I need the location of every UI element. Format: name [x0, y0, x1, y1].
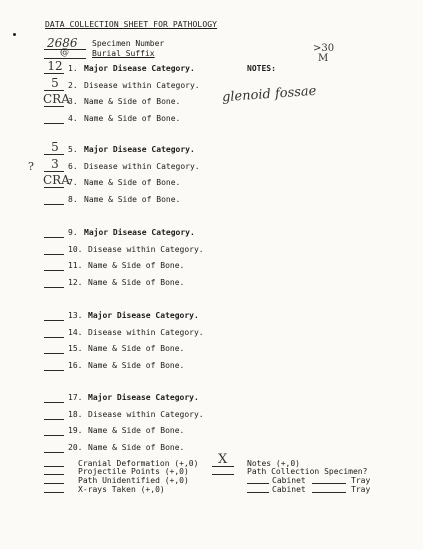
item-number: 6.	[68, 161, 78, 171]
item-answer-line	[44, 287, 64, 288]
burial-suffix-label: Burial Suffix	[92, 49, 155, 58]
item-label: Name & Side of Bone.	[88, 277, 185, 287]
item-label: Disease within Category.	[84, 80, 200, 90]
item-number: 10.	[68, 244, 83, 254]
item-answer-line	[44, 171, 64, 172]
specimen-number-value: 2686	[47, 36, 78, 50]
item-answer-line	[44, 370, 64, 371]
item-number: 2.	[68, 80, 78, 90]
cranial-deformation-line	[44, 466, 64, 467]
projectile-points-line	[44, 474, 64, 475]
item-answer-line	[44, 320, 64, 321]
item-number: 16.	[68, 360, 83, 370]
item-number: 4.	[68, 113, 78, 123]
item-label: Name & Side of Bone.	[84, 194, 181, 204]
cranial-deformation-label: Cranial Deformation (+,0)	[78, 459, 199, 468]
item-handwritten-value: CRA	[43, 173, 70, 188]
item-label: Major Disease Category.	[84, 145, 195, 154]
item-label: Name & Side of Bone.	[84, 97, 181, 107]
item-number: 15.	[68, 344, 83, 354]
item-number: 3.	[68, 97, 78, 107]
item-number: 8.	[68, 194, 78, 204]
item-number: 19.	[68, 426, 83, 436]
footer-notes-label: Notes (+,0)	[247, 459, 300, 468]
item-label: Major Disease Category.	[84, 64, 195, 73]
sheet-title: DATA COLLECTION SHEET FOR PATHOLOGY	[45, 20, 218, 29]
item-label: Major Disease Category.	[88, 393, 199, 402]
item-handwritten-value: 12	[47, 59, 63, 73]
item-label: Name & Side of Bone.	[84, 113, 181, 123]
item-number: 1.	[68, 64, 78, 73]
item-label: Disease within Category.	[88, 409, 204, 419]
cabinet-2-label: Cabinet	[272, 485, 306, 494]
tray-1-blank	[312, 483, 346, 484]
item-answer-line	[44, 187, 64, 188]
notes-label: NOTES:	[247, 64, 276, 73]
specimen-number-label: Specimen Number	[92, 39, 165, 48]
item-answer-line	[44, 353, 64, 354]
item-answer-line	[44, 419, 64, 420]
sex-note: M	[318, 53, 329, 64]
path-unidentified-label: Path Unidentified (+,0)	[78, 476, 189, 485]
path-collection-check-line	[212, 474, 234, 475]
item-label: Name & Side of Bone.	[84, 178, 181, 188]
burial-suffix-value: @	[60, 48, 69, 58]
xrays-taken-label: X-rays Taken (+,0)	[78, 485, 165, 494]
projectile-points-label: Projectile Points (+,0)	[78, 467, 189, 476]
item-answer-line	[44, 254, 64, 255]
item-label: Name & Side of Bone.	[88, 261, 185, 271]
item-answer-line	[44, 106, 64, 107]
item-label: Major Disease Category.	[84, 228, 195, 237]
cranial-deformation-mark: X	[218, 452, 228, 467]
tray-1-label: Tray	[351, 476, 371, 485]
item-number: 7.	[68, 178, 78, 188]
item-label: Name & Side of Bone.	[88, 426, 185, 436]
item-answer-line	[44, 237, 64, 238]
item-answer-line	[44, 452, 64, 453]
item-number: 9.	[68, 228, 78, 237]
item-handwritten-value: 5	[51, 75, 59, 90]
item-answer-line	[44, 123, 64, 124]
item-number: 14.	[68, 327, 83, 337]
margin-question-mark: ?	[28, 159, 34, 173]
item-answer-line	[44, 73, 64, 74]
item-handwritten-value: 5	[51, 140, 59, 154]
item-number: 18.	[68, 409, 83, 419]
item-number: 17.	[68, 393, 83, 402]
item-number: 12.	[68, 277, 83, 287]
tray-2-blank	[312, 492, 346, 493]
item-label: Name & Side of Bone.	[88, 442, 185, 452]
cabinet-2-blank	[247, 492, 269, 493]
item-number: 13.	[68, 311, 83, 320]
item-answer-line	[44, 90, 64, 91]
item-label: Name & Side of Bone.	[88, 360, 185, 370]
punch-mark	[13, 33, 16, 36]
item-label: Disease within Category.	[88, 327, 204, 337]
cabinet-1-label: Cabinet	[272, 476, 306, 485]
age-note: >30	[313, 43, 335, 54]
item-handwritten-value: 3	[51, 156, 59, 171]
item-number: 5.	[68, 145, 78, 154]
item-answer-line	[44, 337, 64, 338]
path-unidentified-line	[44, 483, 64, 484]
item-label: Major Disease Category.	[88, 311, 199, 320]
item-answer-line	[44, 402, 64, 403]
item-answer-line	[44, 154, 64, 155]
item-handwritten-value: CRA	[43, 92, 70, 107]
item-label: Disease within Category.	[88, 244, 204, 254]
path-collection-label: Path Collection Specimen?	[247, 467, 368, 476]
notes-check-line	[212, 466, 234, 467]
item-number: 11.	[68, 261, 83, 271]
item-label: Name & Side of Bone.	[88, 344, 185, 354]
item-number: 20.	[68, 442, 83, 452]
item-label: Disease within Category.	[84, 161, 200, 171]
item-answer-line	[44, 270, 64, 271]
item-answer-line	[44, 435, 64, 436]
item-answer-line	[44, 204, 64, 205]
cabinet-1-blank	[247, 483, 269, 484]
handwritten-note: glenoid fossae	[221, 83, 317, 106]
xrays-taken-line	[44, 492, 64, 493]
tray-2-label: Tray	[351, 485, 371, 494]
